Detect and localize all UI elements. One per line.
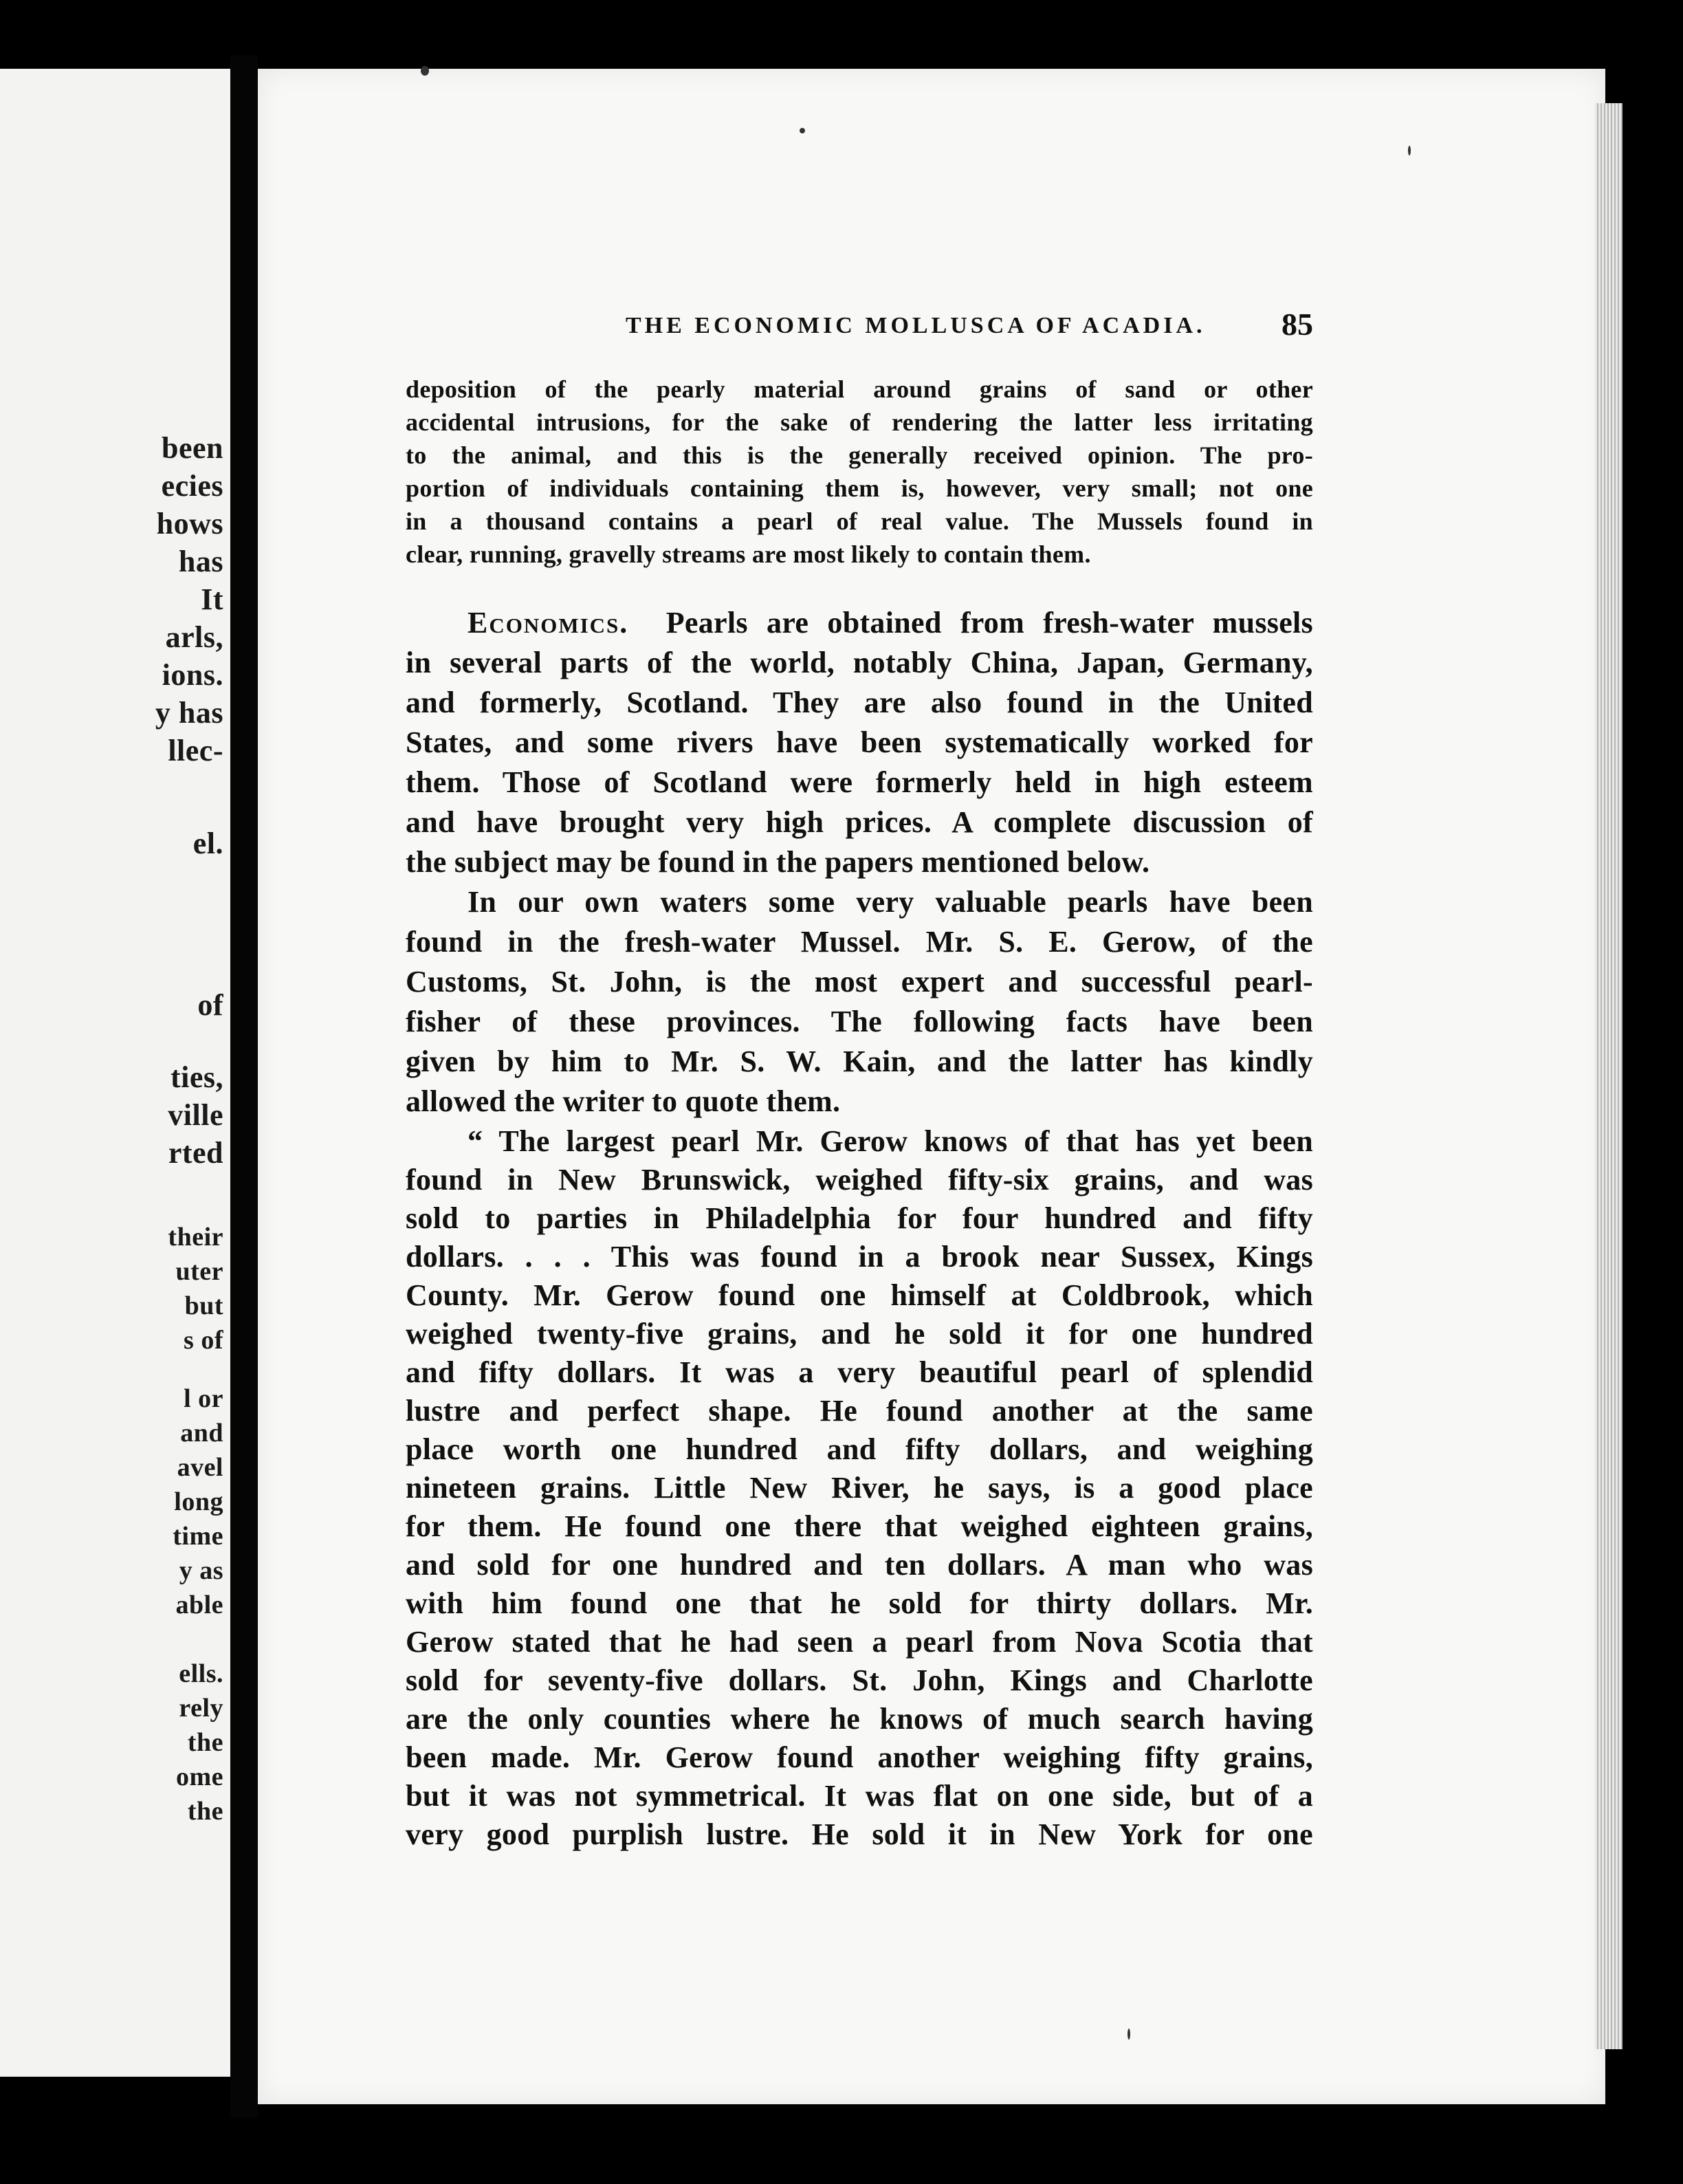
left-fragment: the bbox=[187, 1797, 223, 1826]
scan-speck bbox=[800, 128, 805, 133]
left-fragment: llec- bbox=[168, 734, 223, 767]
left-fragment: of bbox=[197, 988, 223, 1022]
left-fragment: el. bbox=[192, 827, 223, 860]
scan-speck bbox=[1408, 146, 1411, 155]
text-line: place worth one hundred and fifty dollars, and weighing bbox=[406, 1432, 1313, 1466]
left-fragment: ties, bbox=[170, 1060, 223, 1094]
text-line: in a thousand contains a pearl of real value. The Mussels found in bbox=[406, 507, 1313, 535]
text-line: Gerow stated that he had seen a pearl from Nova Scotia that bbox=[406, 1625, 1313, 1659]
text-line-run: Pearls are obtained from fresh-water mussels bbox=[666, 606, 1313, 640]
text-line: accidental intrusions, for the sake of rendering the latter less irritating bbox=[406, 408, 1313, 436]
text-line: and formerly, Scotland. They are also found in the United bbox=[406, 686, 1313, 719]
text-line: them. Those of Scotland were formerly held in high esteem bbox=[406, 765, 1313, 799]
text-line: weighed twenty-five grains, and he sold it for one hundred bbox=[406, 1317, 1313, 1351]
left-fragment: rted bbox=[168, 1136, 223, 1170]
text-line: the subject may be found in the papers mentioned below. bbox=[406, 845, 1150, 879]
left-fragment: ome bbox=[175, 1762, 223, 1791]
text-line: to the animal, and this is the generally received opinion. The pro- bbox=[406, 441, 1313, 469]
text-line: sold for seventy-five dollars. St. John, Kings and Charlotte bbox=[406, 1663, 1313, 1697]
left-fragment: ecies bbox=[161, 469, 223, 503]
left-fragment: long bbox=[174, 1487, 223, 1516]
text-line: deposition of the pearly material around grains of sand or other bbox=[406, 375, 1313, 403]
left-fragment: ville bbox=[168, 1098, 223, 1132]
text-line: nineteen grains. Little New River, he says, is a good place bbox=[406, 1471, 1313, 1505]
scan-speck bbox=[1128, 2029, 1130, 2040]
left-fragment: l or bbox=[184, 1384, 223, 1413]
section-heading: Economics. bbox=[468, 606, 629, 640]
left-fragment: arls, bbox=[165, 620, 223, 654]
left-fragment: their bbox=[168, 1223, 223, 1252]
left-fragment: time bbox=[173, 1522, 223, 1551]
scan-speck bbox=[421, 66, 429, 76]
text-line: portion of individuals containing them is, however, very small; not one bbox=[406, 474, 1313, 502]
left-fragment: rely bbox=[179, 1694, 223, 1723]
left-fragment: has bbox=[178, 545, 223, 578]
left-fragment: ells. bbox=[179, 1659, 223, 1688]
book-gutter bbox=[230, 55, 258, 2118]
text-line: lustre and perfect shape. He found another at the same bbox=[406, 1394, 1313, 1428]
text-line: are the only counties where he knows of much search having bbox=[406, 1702, 1313, 1736]
text-line: in several parts of the world, notably China, Japan, Germany, bbox=[406, 646, 1313, 679]
left-fragment: but bbox=[184, 1291, 223, 1320]
text-line: allowed the writer to quote them. bbox=[406, 1084, 841, 1118]
text-line: been made. Mr. Gerow found another weighing fifty grains, bbox=[406, 1740, 1313, 1774]
left-fragment: ions. bbox=[162, 658, 223, 692]
left-fragment: avel bbox=[177, 1453, 223, 1482]
text-line: but it was not symmetrical. It was flat on one side, but of a bbox=[406, 1779, 1313, 1813]
left-fragment: and bbox=[180, 1419, 223, 1448]
left-fragment: been bbox=[162, 431, 223, 465]
text-line: Customs, St. John, is the most expert and successful pearl- bbox=[406, 965, 1313, 998]
left-fragment: s of bbox=[184, 1326, 223, 1355]
text-line: with him found one that he sold for thirty dollars. Mr. bbox=[406, 1586, 1313, 1620]
text-line: States, and some rivers have been systematically worked for bbox=[406, 725, 1313, 759]
text-line: dollars. . . . This was found in a brook near Sussex, Kings bbox=[406, 1240, 1313, 1274]
text-line: sold to parties in Philadelphia for four hundred and fifty bbox=[406, 1201, 1313, 1235]
left-page bbox=[0, 69, 230, 2077]
text-line: for them. He found one there that weighed eighteen grains, bbox=[406, 1509, 1313, 1543]
left-fragment: It bbox=[201, 582, 223, 616]
text-line: found in New Brunswick, weighed fifty-six grains, and was bbox=[406, 1163, 1313, 1197]
page-edge-stack bbox=[1595, 103, 1622, 2049]
page-title: THE ECONOMIC MOLLUSCA OF ACADIA. bbox=[626, 313, 1206, 338]
page-number: 85 bbox=[1282, 307, 1313, 342]
text-line: very good purplish lustre. He sold it in New York for one bbox=[406, 1817, 1313, 1851]
text-line: “ The largest pearl Mr. Gerow knows of that has yet been bbox=[468, 1124, 1313, 1158]
left-fragment: the bbox=[187, 1728, 223, 1757]
left-fragment: y has bbox=[155, 696, 223, 730]
running-header bbox=[364, 241, 1313, 342]
left-fragment: hows bbox=[156, 507, 223, 540]
text-line: fisher of these provinces. The following facts have been bbox=[406, 1005, 1313, 1038]
text-line: County. Mr. Gerow found one himself at Coldbrook, which bbox=[406, 1278, 1313, 1312]
text-line: and have brought very high prices. A complete discussion of bbox=[406, 805, 1313, 839]
text-line: and fifty dollars. It was a very beautiful pearl of splendid bbox=[406, 1355, 1313, 1389]
text-line: found in the fresh-water Mussel. Mr. S. E. Gerow, of the bbox=[406, 925, 1313, 959]
text-line bbox=[406, 605, 1313, 640]
text-line: given by him to Mr. S. W. Kain, and the latter has kindly bbox=[406, 1045, 1313, 1078]
text-line: In our own waters some very valuable pearls have been bbox=[468, 885, 1313, 919]
left-fragment: y as bbox=[179, 1556, 223, 1585]
left-fragment: able bbox=[175, 1591, 223, 1619]
left-fragment: uter bbox=[175, 1257, 223, 1286]
text-line: and sold for one hundred and ten dollars. A man who was bbox=[406, 1548, 1313, 1582]
text-line: clear, running, gravelly streams are most likely to contain them. bbox=[406, 540, 1091, 568]
